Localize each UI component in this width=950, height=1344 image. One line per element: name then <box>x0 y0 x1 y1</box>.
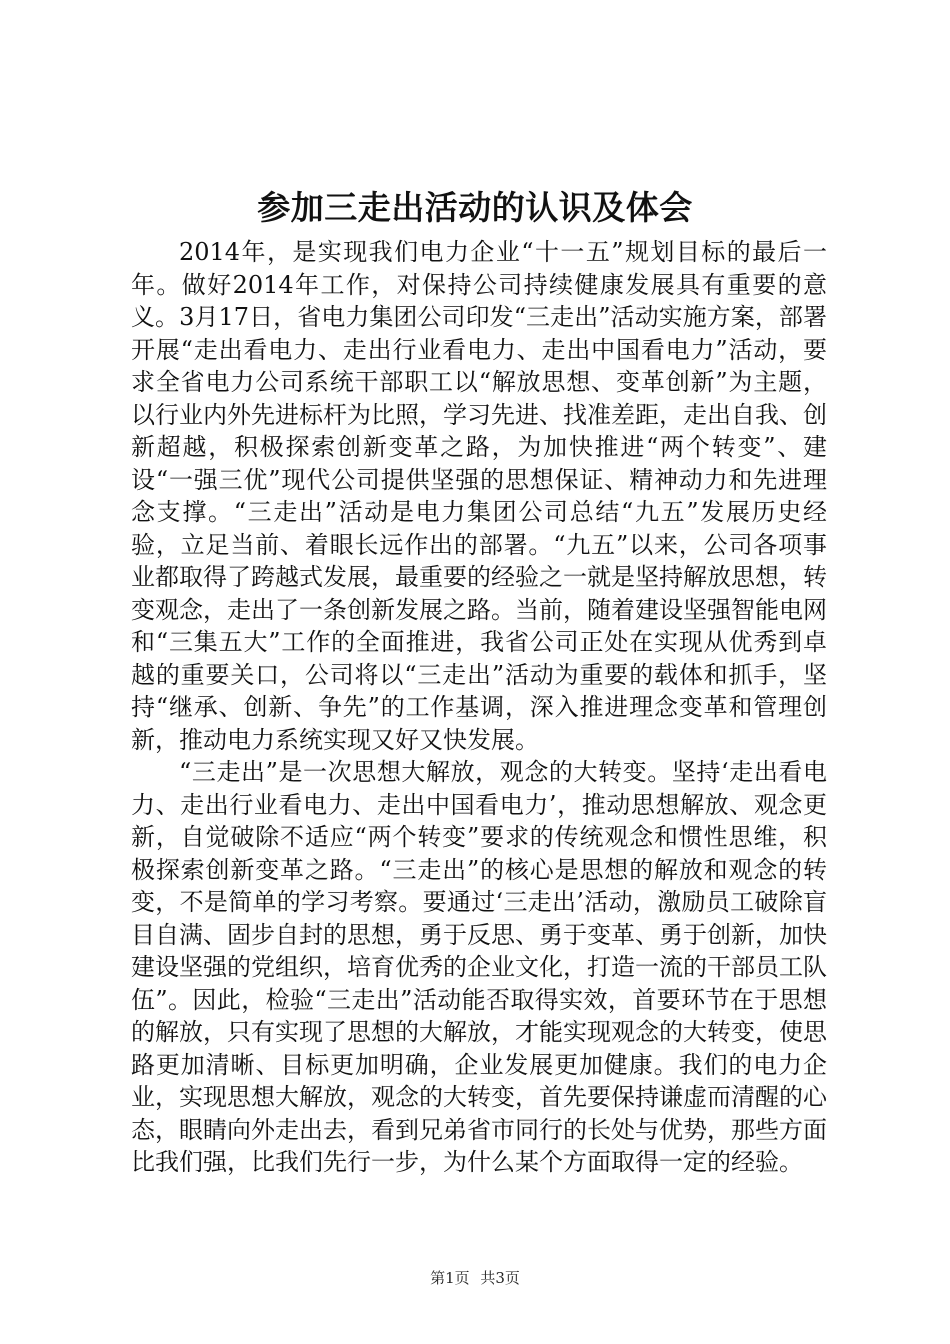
page-footer <box>0 1268 950 1288</box>
document-title: 参加三走出活动的认识及体会 <box>257 188 693 227</box>
page-total: 共3页 <box>480 1269 520 1287</box>
document-body <box>131 236 827 1179</box>
page-number: 第1页 <box>430 1269 470 1287</box>
paragraph-2: “三走出”是一次思想大解放，观念的大转变。坚持‘走出看电力、走出行业看电力、走出中国看电力’，推动思想解放、观念更新，自觉破除不适应“两个转变”要求的传统观念和惯性思维，积极探索创新变革之路。“三走出”的核心是思想的解放和观念的转变，不是简单的学习考察。要通过‘三走出’活动，激励员工破除盲目自满、固步自封的思想，勇于反思、勇于变革、勇于创新，加快建设坚强的党组织，培育优秀的企业文化，打造一流的干部员工队伍”。因此，检验“三走出”活动能否取得实效，首要环节在于思想的解放，只有实现了思想的大解放，才能实现观念的大转变，使思路更加清晰、目标更加明确，企业发展更加健康。我们的电力企业，实现思想大解放，观念的大转变，首先要保持谦虚而清醒的心态，眼睛向外走出去，看到兄弟省市同行的长处与优势，那些方面比我们强，比我们先行一步，为什么某个方面取得一定的经验。 <box>131 758 827 1176</box>
paragraph-1: 2014年，是实现我们电力企业“十一五”规划目标的最后一年。做好2014年工作，对保持公司持续健康发展具有重要的意义。3月17日，省电力集团公司印发“三走出”活动实施方案，部署开展“走出看电力、走出行业看电力、走出中国看电力”活动，要求全省电力公司系统干部职工以“解放思想、变革创新”为主题，以行业内外先进标杆为比照，学习先进、找准差距，走出自我、创新超越，积极探索创新变革之路，为加快推进“两个转变”、建设“一强三优”现代公司提供坚强的思想保证、精神动力和先进理念支撑。“三走出”活动是电力集团公司总结“九五”发展历史经验，立足当前、着眼长远作出的部署。“九五”以来，公司各项事业都取得了跨越式发展，最重要的经验之一就是坚持解放思想，转变观念，走出了一条创新发展之路。当前，随着建设坚强智能电网和“三集五大”工作的全面推进，我省公司正处在实现从优秀到卓越的重要关口，公司将以“三走出”活动为重要的载体和抓手，坚持“继承、创新、争先”的工作基调，深入推进理念变革和管理创新，推动电力系统实现又好又快发展。 <box>131 238 827 754</box>
